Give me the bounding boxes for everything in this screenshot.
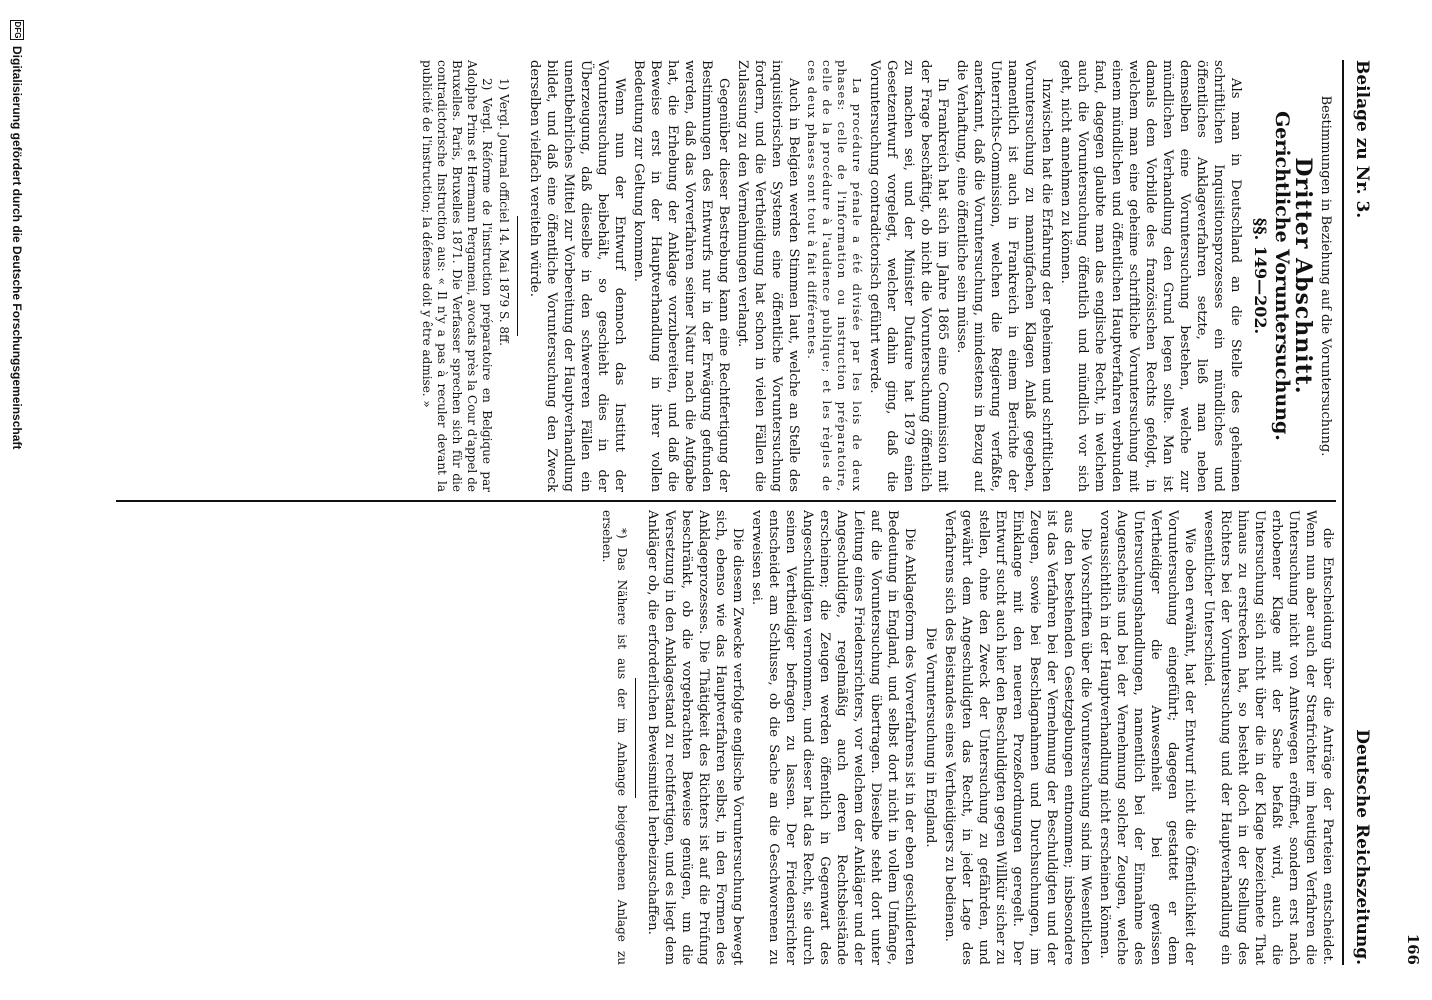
footnote: 1) Vergl. Journal officiel 14. Mai 1879 S. 8ff. <box>497 78 511 346</box>
footnote: 2) Vergl. Réforme de l'instruction préparatoire en Belgique par Adolphe Prins et Hermann Pergameni, avocats près la Cour d'appel de Bruxelles. Paris, Bruxelles 1871. Die Verfasser sprechen sich für die contradictorische Instruction aus: « Il n'y a pas à reculer devant la publicité de l'instruction; la défense doit y être admise. » <box>420 60 494 492</box>
body-paragraph: Als man in Deutschland an die Stelle des geheimen schriftlichen Inquisitionsprozesses ein mündliches und öffentliches Anklageverfahren setzte, ließ man neben demselben eine Voruntersuchung bestehen, welche zur mündlichen Verhandlung den Grund legen sollte. Man ist damals dem Vorbilde des französischen Rechts gefolgt, in welchem man eine geheime schriftliche Voruntersuchung mit einem mündlichen und öffentlichen Hauptverfahren verbunden fand, dagegen glaubte man das englische Recht, in welchem auch die Voruntersuchung öffentlich und mündlich vor sich geht, nicht annehmen zu können. <box>1058 60 1243 492</box>
body-paragraph: Wenn nun der Entwurf dennoch das Institut der Voruntersuchung beibehält, so geschieht dies in der Überzeugung, daß dieselbe in den schwereren Fällen ein unentbehrliches Mittel zur Vorbereitung der Hauptverhandlung bildet, und daß eine öffentliche Voruntersuchung den Zweck derselben vielfach vereiteln würde. <box>527 60 627 492</box>
footnote-divider <box>635 678 636 798</box>
body-paragraph: Auch in Belgien werden Stimmen laut, welche an Stelle des inquisitorischen Systems eine öffentliche Voruntersuchung fordern, und die Vertheidigung hat schon in vielen Fällen die Zulassung zu den Vernehmungen verlangt. <box>735 60 801 492</box>
body-paragraph: Die Vorschriften über die Voruntersuchung sind im Wesentlichen aus den bestehenden Gesetzgebungen entnommen; insbesondere ist das Verfahren bei der Vernehmung der Beschuldigten und der Zeugen, sowie bei Beschlagnahmen und Durchsuchungen, im Einklange mit den neueren Prozeßordnungen geregelt. Der Entwurf sucht auch hier den Beschuldigten gegen Willkür sicher zu stellen, ohne den Zweck der Untersuchung zu gefährden, und gewährt dem Angeschuldigten das Recht, in jeder Lage des Verfahrens sich des Beistandes eines Vertheidigers zu bedienen. <box>942 510 1093 965</box>
body-paragraph: In Frankreich hat sich im Jahre 1865 eine Commission mit der Frage beschäftigt, ob nicht die Voruntersuchung öffentlich zu machen sei, und der Minister Dufaure hat 1879 einen Gesetzentwurf vorgelegt, welcher dahin ging, daß die Voruntersuchung contradictorisch geführt werde. <box>867 60 950 492</box>
header-left: Beilage zu Nr. 3. <box>1352 60 1372 219</box>
body-paragraph: die Entscheidung über die Anträge der Parteien entscheidet. Wenn nun aber auch der Strafrichter im heutigen Verfahren die Untersuchung nicht von Amtswegen eröffnet, sondern erst nach erhobener Klage mit der Sache befaßt wird, auch die Untersuchung sich nicht über die in der Klage bezeichnete That hinaus zu erstrecken hat, so besteht doch in der Stellung des Richters bei der Voruntersuchung und der Hauptverhandlung ein wesentlicher Unterschied. <box>1201 510 1335 965</box>
header-right: Deutsche Reichszeitung. <box>1352 729 1372 965</box>
scan-caption <box>6 0 28 1000</box>
footnote-divider <box>517 216 518 336</box>
subsection-heading: Die Voruntersuchung in England. <box>923 627 938 848</box>
body-paragraph: Die diesem Zwecke verfolgte englische Voruntersuchung bewegt sich, ebenso wie das Hauptverfahren selbst, in den Formen des Anklageprozesses. Die Thätigkeit des Richters ist auf die Prüfung beschränkt, ob die vorgebrachten Beweise genügen, um die Versetzung in den Anklagestand zu rechtfertigen, und es liegt dem Ankläger ob, die erforderlichen Beweismittel herbeizuschaffen. <box>645 510 745 965</box>
section-heading: Gerichtliche Voruntersuchung. <box>1271 111 1293 441</box>
footnote: *) Das Nähere ist aus der im Anhange beigegebenen Anlage zu ersehen. <box>600 510 629 965</box>
column-left <box>116 60 1336 492</box>
page-header <box>1342 60 1422 965</box>
scan-caption-text: Digitalisierung gefördert durch die Deutsche Forschungsgemeinschaft <box>10 46 24 450</box>
body-paragraph: Die Anklageform des Vorverfahrens ist in der eben geschilderten Bedeutung in England, und selbst dort nicht in vollem Umfange, auf die Voruntersuchung übertragen. Dieselbe steht dort unter Leitung eines Friedensrichters, vor welchem der Ankläger und der Angeschuldigte, regelmäßig auch deren Rechtsbeistände erscheinen; die Zeugen werden öffentlich in Gegenwart des Angeschuldigten vernommen, und dieser hat das Recht, sie durch seinen Vertheidiger befragen zu lassen. Der Friedensrichter entscheidet am Schlusse, ob die Sache an die Geschworenen zu verweisen sei. <box>749 510 917 965</box>
body-paragraph: Inzwischen hat die Erfahrung der geheimen und schriftlichen Voruntersuchung zu mannigfachen Klagen Anlaß gegeben, namentlich ist auch in Frankreich in einem Berichte der Unterrichts-Commission, welchen die Regierung verfaßte, anerkannt, daß die Voruntersuchung, mindestens in Bezug auf die Verhaftung, eine öffentliche sein müsse. <box>954 60 1054 492</box>
page-number: 166 <box>1404 933 1422 965</box>
column-divider <box>116 500 1336 502</box>
body-paragraph: Wie oben erwähnt, hat der Entwurf nicht die Öffentlichkeit der Voruntersuchung eingeführt; dagegen gestattet er dem Vertheidiger die Anwesenheit bei gewissen Untersuchungshandlungen, namentlich bei der Einnahme des Augenscheins und bei der Vernehmung solcher Zeugen, welche voraussichtlich in der Hauptverhandlung nicht erscheinen können. <box>1097 510 1197 965</box>
section-title: Dritter Abschnitt. <box>1290 157 1316 395</box>
dfg-logo-icon: DFG <box>10 20 24 40</box>
paragraph-range: §§. 149—202. <box>1251 217 1270 335</box>
french-quote: La procédure pénale a été divisée par les lois de deux phases: celle de l'information ou instruction préparatoire, celle de la procédure à l'audience publique; et les règles de ces deux phases sont tout à fait différentes. <box>805 60 864 492</box>
body-paragraph: Gegenüber dieser Bestrebung kann eine Rechtfertigung der Bestimmungen des Entwurfs nur in der Erwägung gefunden werden, daß das Vorverfahren seiner Natur nach die Aufgabe hat, die Erhebung der Anklage vorzubereiten, und daß die Beweise erst in der Hauptverhandlung in ihrer vollen Bedeutung zur Geltung kommen. <box>631 60 731 492</box>
column-right <box>116 510 1336 965</box>
column-subhead: Bestimmungen in Beziehung auf die Voruntersuchung. <box>1318 95 1333 457</box>
